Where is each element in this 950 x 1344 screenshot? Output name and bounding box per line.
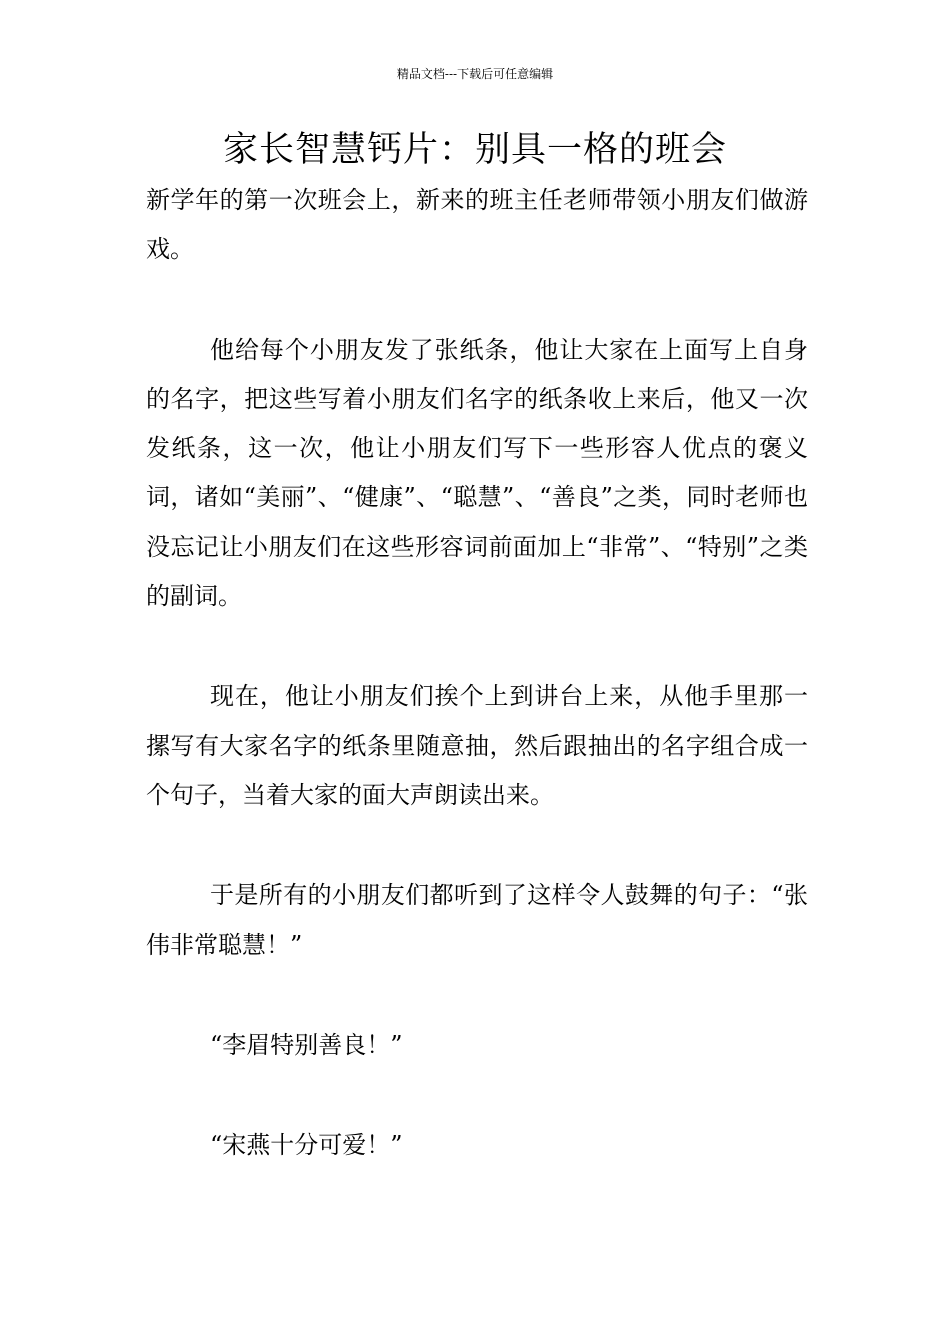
paragraph-3: 现在，他让小朋友们挨个上到讲台上来，从他手里那一摞写有大家名字的纸条里随意抽，然后跟抽出的名字组合成一个句子，当着大家的面大声朗读出来。 [146, 682, 808, 809]
paragraph-gap [146, 970, 808, 1021]
paragraph-gap [146, 1070, 808, 1121]
paragraph-gap [146, 275, 808, 326]
page-header-note: 精品文档---下载后可任意编辑 [396, 67, 554, 81]
document-body [146, 176, 808, 1170]
paragraph-2: 他给每个小朋友发了张纸条，他让大家在上面写上自身的名字，把这些写着小朋友们名字的纸条收上来后，他又一次发纸条，这一次，他让小朋友们写下一些形容人优点的褒义词，诸如“美丽”、“健康”、“聪慧”、“善良”之类，同时老师也没忘记让小朋友们在这些形容词前面加上“非常”、“特别”之类的副词。 [146, 335, 808, 611]
document-title: 家长智慧钙片：别具一格的班会 [222, 130, 727, 170]
paragraph-4: 于是所有的小朋友们都听到了这样令人鼓舞的句子：“张伟非常聪慧！” [146, 881, 808, 959]
paragraph-6: “宋燕十分可爱！” [210, 1131, 403, 1160]
paragraph-gap [146, 621, 808, 672]
paragraph-1: 新学年的第一次班会上，新来的班主任老师带领小朋友们做游戏。 [146, 186, 808, 264]
paragraph-gap [146, 820, 808, 871]
paragraph-5: “李眉特别善良！” [210, 1030, 403, 1059]
